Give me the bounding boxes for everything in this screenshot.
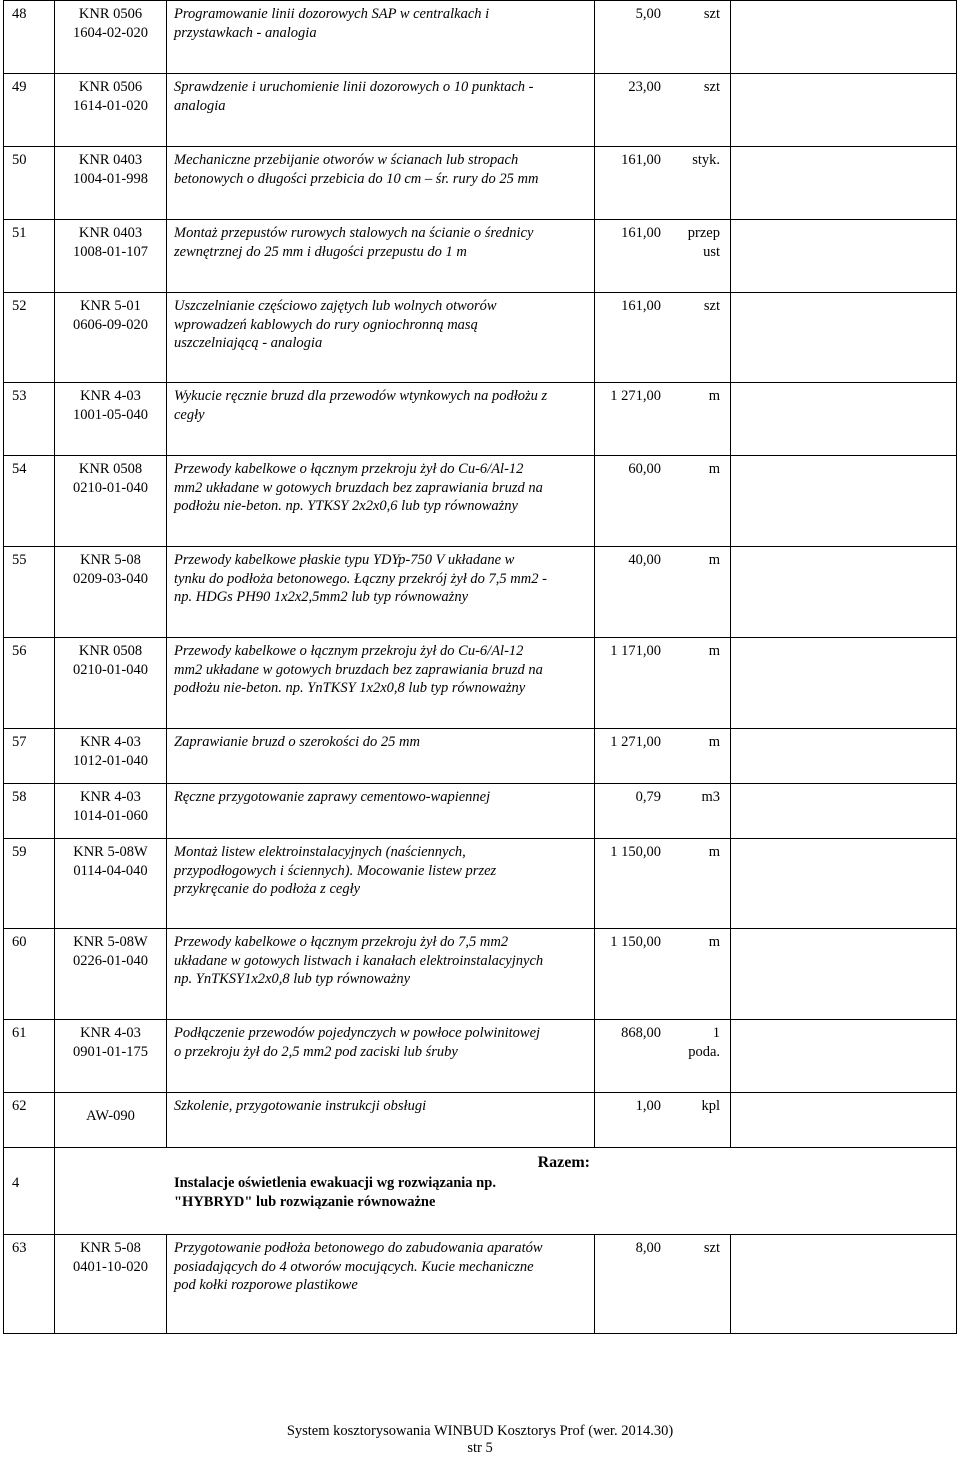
unit: szt — [703, 6, 720, 22]
unit: m — [708, 552, 720, 568]
quantity-cell — [595, 547, 671, 637]
unit: m — [708, 643, 720, 659]
unit: 1 poda. — [688, 1025, 720, 1060]
work-description: Programowanie linii dozorowych SAP w centralkach i przystawkach - analogia — [174, 6, 490, 41]
quantity-cell — [595, 1235, 671, 1333]
quantity-cell — [595, 1093, 671, 1147]
work-description: Szkolenie, przygotowanie instrukcji obsługi — [174, 1098, 427, 1114]
empty-cell — [731, 839, 956, 928]
quantity-cell — [595, 293, 671, 382]
quantity-cell — [595, 839, 671, 928]
norm-code: KNR 5-08W 0114-04-040 — [73, 844, 148, 879]
lp-cell — [4, 456, 55, 546]
lp-cell — [4, 74, 55, 146]
quantity-cell — [595, 638, 671, 728]
table-row — [3, 146, 957, 219]
description-cell — [167, 638, 595, 728]
norm-code: KNR 5-08 0401-10-020 — [73, 1240, 148, 1275]
quantity: 60,00 — [628, 461, 661, 477]
section-code-cell — [55, 1148, 167, 1234]
norm-code: KNR 0506 1604-02-020 — [73, 6, 148, 41]
quantity: 0,79 — [635, 789, 661, 805]
description-cell — [167, 1235, 595, 1333]
quantity: 23,00 — [628, 79, 661, 95]
norm-code: KNR 0508 0210-01-040 — [73, 461, 148, 496]
description-cell — [167, 74, 595, 146]
section-number: 4 — [12, 1175, 20, 1191]
description-cell — [167, 1020, 595, 1092]
lp-cell — [4, 1235, 55, 1333]
row-number: 61 — [12, 1025, 27, 1041]
empty-cell — [731, 383, 956, 455]
unit-cell — [671, 1235, 731, 1333]
unit-cell — [671, 147, 731, 219]
description-cell — [167, 929, 595, 1019]
code-cell — [55, 220, 167, 292]
empty-cell — [731, 929, 956, 1019]
description-cell — [167, 1093, 595, 1147]
quantity: 1,00 — [635, 1098, 661, 1114]
unit: m — [708, 934, 720, 950]
row-number: 53 — [12, 388, 27, 404]
section-title: Instalacje oświetlenia ewakuacji wg rozwiązania np. "HYBRYD" lub rozwiązanie równoważne — [174, 1175, 496, 1210]
code-cell — [55, 147, 167, 219]
code-cell — [55, 456, 167, 546]
table-row — [3, 73, 957, 146]
code-cell — [55, 784, 167, 838]
empty-cell — [731, 1020, 956, 1092]
empty-cell — [731, 293, 956, 382]
table-row — [3, 292, 957, 382]
quantity: 1 171,00 — [610, 643, 661, 659]
empty-cell — [731, 220, 956, 292]
unit-cell — [671, 929, 731, 1019]
quantity-cell — [595, 1020, 671, 1092]
row-number: 60 — [12, 934, 27, 950]
row-number: 49 — [12, 79, 27, 95]
unit-cell — [671, 220, 731, 292]
norm-code: KNR 4-03 1001-05-040 — [73, 388, 148, 423]
table-row — [3, 455, 957, 546]
table-row — [3, 1092, 957, 1147]
quantity: 1 150,00 — [610, 934, 661, 950]
row-number: 58 — [12, 789, 27, 805]
unit: szt — [703, 79, 720, 95]
norm-code: AW-090 — [86, 1108, 135, 1124]
empty-cell — [731, 147, 956, 219]
quantity-cell — [595, 456, 671, 546]
unit: kpl — [701, 1098, 720, 1114]
work-description: Uszczelnianie częściowo zajętych lub wolnych otworów wprowadzeń kablowych do rury ogniochronną masą uszczelniającą - analogia — [174, 298, 497, 351]
quantity: 1 150,00 — [610, 844, 661, 860]
description-cell — [167, 383, 595, 455]
footer-system: System kosztorysowania WINBUD Kosztorys Prof (wer. 2014.30) — [286, 1423, 674, 1439]
quantity: 161,00 — [621, 152, 661, 168]
row-number: 59 — [12, 844, 27, 860]
unit-cell — [671, 638, 731, 728]
lp-cell — [4, 147, 55, 219]
quantity: 1 271,00 — [610, 388, 661, 404]
empty-cell — [731, 1235, 956, 1333]
table-row — [3, 546, 957, 637]
unit: m — [708, 461, 720, 477]
norm-code: KNR 4-03 0901-01-175 — [73, 1025, 148, 1060]
quantity: 161,00 — [621, 298, 661, 314]
lp-cell — [4, 1093, 55, 1147]
unit-cell — [671, 383, 731, 455]
norm-code: KNR 0508 0210-01-040 — [73, 643, 148, 678]
description-cell — [167, 729, 595, 783]
norm-code: KNR 5-01 0606-09-020 — [73, 298, 148, 333]
description-cell — [167, 147, 595, 219]
unit-cell — [671, 547, 731, 637]
section-row — [3, 1147, 957, 1234]
work-description: Wykucie ręcznie bruzd dla przewodów wtynkowych na podłożu z cegły — [174, 388, 548, 423]
section-number-cell — [4, 1148, 55, 1234]
unit-cell — [671, 74, 731, 146]
lp-cell — [4, 1, 55, 73]
quantity-cell — [595, 929, 671, 1019]
empty-cell — [731, 74, 956, 146]
work-description: Sprawdzenie i uruchomienie linii dozorowych o 10 punktach - analogia — [174, 79, 534, 114]
work-description: Montaż listew elektroinstalacyjnych (naściennych, przypodłogowych i ściennych). Mocowanie listew przez przykręcanie do podłoża z cegły — [174, 844, 497, 897]
table-row — [3, 382, 957, 455]
quantity: 8,00 — [635, 1240, 661, 1256]
table-row — [3, 928, 957, 1019]
empty-cell — [731, 638, 956, 728]
lp-cell — [4, 929, 55, 1019]
row-number: 56 — [12, 643, 27, 659]
unit-cell — [671, 1020, 731, 1092]
norm-code: KNR 5-08 0209-03-040 — [73, 552, 148, 587]
description-cell — [167, 293, 595, 382]
code-cell — [55, 1235, 167, 1333]
unit: m — [708, 844, 720, 860]
unit-cell — [671, 729, 731, 783]
code-cell — [55, 383, 167, 455]
lp-cell — [4, 220, 55, 292]
lp-cell — [4, 383, 55, 455]
description-cell — [167, 456, 595, 546]
norm-code: KNR 0506 1614-01-020 — [73, 79, 148, 114]
row-number: 52 — [12, 298, 27, 314]
row-number: 48 — [12, 6, 27, 22]
work-description: Zaprawianie bruzd o szerokości do 25 mm — [174, 734, 420, 750]
lp-cell — [4, 638, 55, 728]
table-row — [3, 838, 957, 928]
quantity-cell — [595, 729, 671, 783]
table-row — [3, 783, 957, 838]
work-description: Podłączenie przewodów pojedynczych w powłoce polwinitowej o przekroju żył do 2,5 mm2 pod zaciski lub śruby — [174, 1025, 541, 1060]
unit-cell — [671, 1, 731, 73]
work-description: Ręczne przygotowanie zaprawy cementowo-wapiennej — [174, 789, 491, 805]
row-number: 50 — [12, 152, 27, 168]
empty-cell — [731, 456, 956, 546]
code-cell — [55, 74, 167, 146]
code-cell — [55, 729, 167, 783]
description-cell — [167, 220, 595, 292]
norm-code: KNR 4-03 1014-01-060 — [73, 789, 148, 824]
table-row — [3, 1019, 957, 1092]
lp-cell — [4, 784, 55, 838]
row-number: 63 — [12, 1240, 27, 1256]
quantity: 40,00 — [628, 552, 661, 568]
code-cell — [55, 293, 167, 382]
unit-cell — [671, 1093, 731, 1147]
unit: szt — [703, 298, 720, 314]
unit-cell — [671, 839, 731, 928]
description-cell — [167, 839, 595, 928]
empty-cell — [731, 784, 956, 838]
work-description: Montaż przepustów rurowych stalowych na ścianie o średnicy zewnętrznej do 25 mm i długości przepustu do 1 m — [174, 225, 534, 260]
code-cell — [55, 1093, 167, 1147]
quantity-cell — [595, 784, 671, 838]
quantity: 161,00 — [621, 225, 661, 241]
work-description: Przygotowanie podłoża betonowego do zabudowania aparatów posiadających do 4 otworów mocujących. Kucie mechaniczne pod kołki rozporowe plastikowe — [174, 1240, 543, 1293]
code-cell — [55, 1020, 167, 1092]
work-description: Przewody kabelkowe o łącznym przekroju żył do 7,5 mm2 układane w gotowych listwach i kanałach elektroinstalacyjnych np. YnTKSY1x2x0,8 lub typ równoważny — [174, 934, 544, 987]
lp-cell — [4, 729, 55, 783]
code-cell — [55, 638, 167, 728]
norm-code: KNR 5-08W 0226-01-040 — [73, 934, 148, 969]
lp-cell — [4, 293, 55, 382]
unit: m — [708, 388, 720, 404]
work-description: Przewody kabelkowe o łącznym przekroju żył do Cu-6/Al-12 mm2 układane w gotowych bruzdach bez zaprawiania bruzd na podłożu nie-beton. np. YTKSY 2x2x0,6 lub typ równoważny — [174, 461, 543, 514]
unit: styk. — [692, 152, 720, 168]
work-description: Mechaniczne przebijanie otworów w ścianach lub stropach betonowych o długości przebicia do 10 cm – śr. rury do 25 mm — [174, 152, 539, 187]
code-cell — [55, 547, 167, 637]
row-number: 51 — [12, 225, 27, 241]
work-description: Przewody kabelkowe o łącznym przekroju żył do Cu-6/Al-12 mm2 układane w gotowych bruzdach bez zaprawiania bruzd na podłożu nie-beton. np. YnTKSY 1x2x0,8 lub typ równoważny — [174, 643, 543, 696]
row-number: 57 — [12, 734, 27, 750]
quantity: 868,00 — [621, 1025, 661, 1041]
razem-label: Razem: — [537, 1154, 590, 1171]
unit: m — [708, 734, 720, 750]
quantity-cell — [595, 147, 671, 219]
code-cell — [55, 929, 167, 1019]
unit-cell — [671, 456, 731, 546]
quantity-cell — [595, 383, 671, 455]
quantity-cell — [595, 74, 671, 146]
quantity-cell — [595, 1, 671, 73]
lp-cell — [4, 839, 55, 928]
table-row — [3, 637, 957, 728]
description-cell — [167, 784, 595, 838]
table-row — [3, 0, 957, 73]
quantity: 1 271,00 — [610, 734, 661, 750]
row-number: 54 — [12, 461, 27, 477]
unit: m3 — [701, 789, 720, 805]
norm-code: KNR 0403 1004-01-998 — [73, 152, 148, 187]
table-row — [3, 1234, 957, 1334]
empty-cell — [731, 1, 956, 73]
footer-page-number: str 5 — [467, 1440, 493, 1456]
section-content — [167, 1148, 956, 1234]
lp-cell — [4, 547, 55, 637]
table-row — [3, 728, 957, 783]
code-cell — [55, 1, 167, 73]
row-number: 62 — [12, 1098, 27, 1114]
unit: przep ust — [687, 225, 720, 260]
unit: szt — [703, 1240, 720, 1256]
norm-code: KNR 0403 1008-01-107 — [73, 225, 148, 260]
norm-code: KNR 4-03 1012-01-040 — [73, 734, 148, 769]
empty-cell — [731, 547, 956, 637]
unit-cell — [671, 293, 731, 382]
quantity: 5,00 — [635, 6, 661, 22]
work-description: Przewody kabelkowe płaskie typu YDYp-750 V układane w tynku do podłoża betonowego. Łączny przekrój żył do 7,5 mm2 - np. HDGs PH90 1x2x2,5mm2 lub typ równoważny — [174, 552, 547, 605]
code-cell — [55, 839, 167, 928]
unit-cell — [671, 784, 731, 838]
description-cell — [167, 547, 595, 637]
empty-cell — [731, 1093, 956, 1147]
empty-cell — [731, 729, 956, 783]
row-number: 55 — [12, 552, 27, 568]
description-cell — [167, 1, 595, 73]
table-row — [3, 219, 957, 292]
lp-cell — [4, 1020, 55, 1092]
quantity-cell — [595, 220, 671, 292]
